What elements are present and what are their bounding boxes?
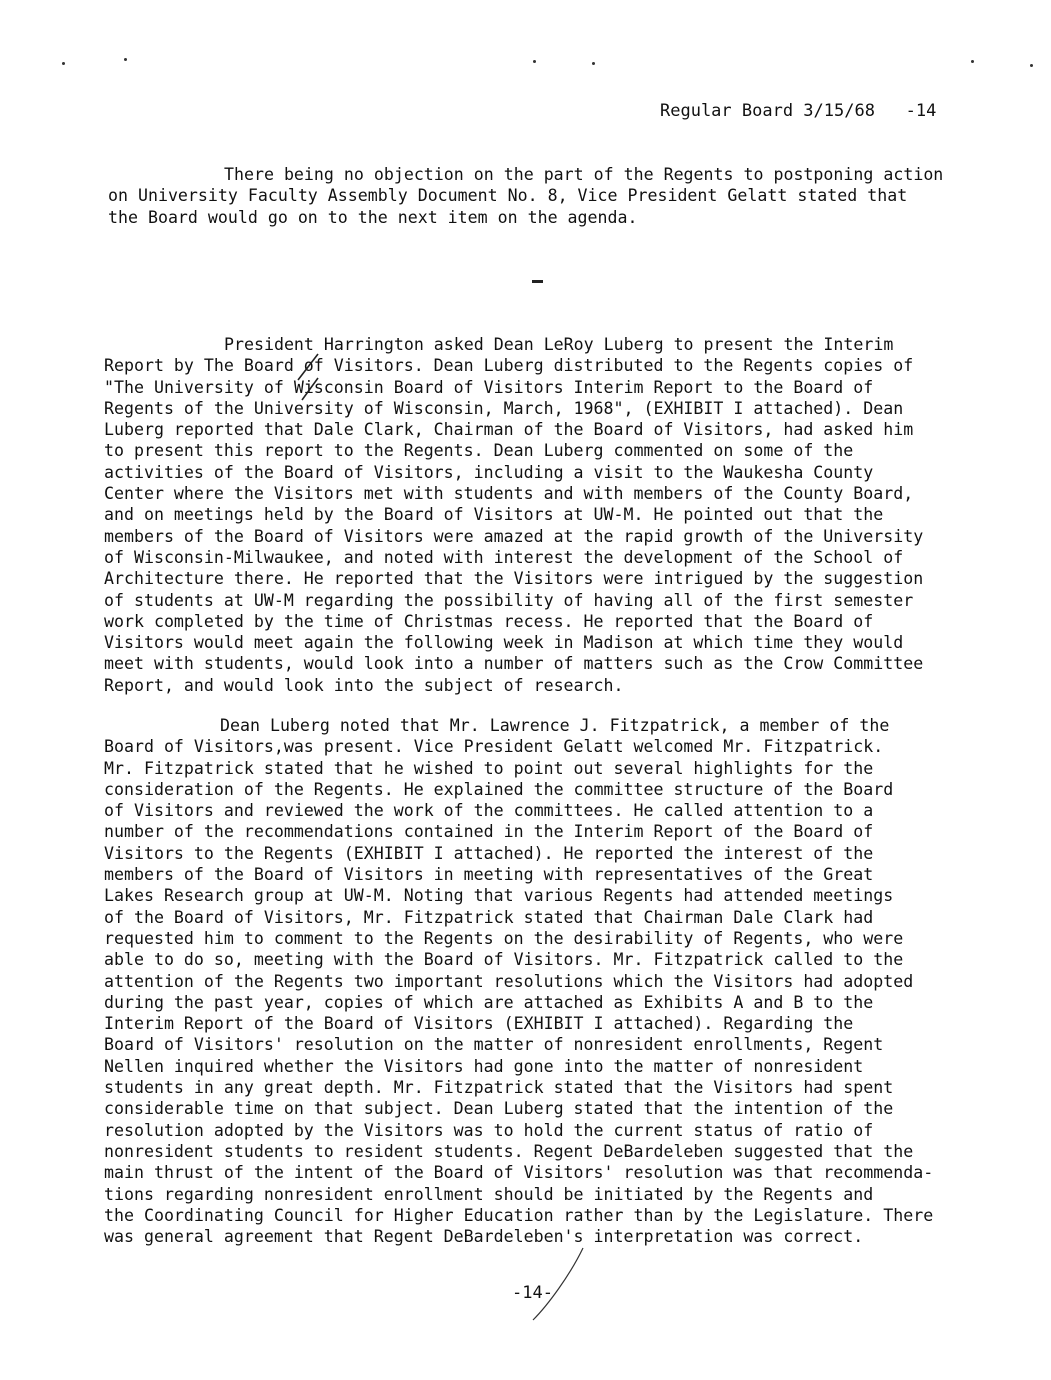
text-line: Dean Luberg noted that Mr. Lawrence J. Fitzpatrick, a member of the xyxy=(220,716,890,735)
text-line: There being no objection on the part of the Regents to postponing action xyxy=(224,165,944,184)
text-line: attention of the Regents two important resolutions which the Visitors had adopted xyxy=(104,971,914,991)
text-line: "The University of Wisconsin Board of Visitors Interim Report to the Board of xyxy=(104,377,874,397)
text-line: Lakes Research group at UW-M. Noting that various Regents had attended meetings xyxy=(104,886,894,906)
text-line: to present this report to the Regents. Dean Luberg commented on some of the xyxy=(104,441,854,461)
text-line: nonresident students to resident students. Regent DeBardeleben suggested that the xyxy=(104,1141,914,1161)
text-line: work completed by the time of Christmas recess. He reported that the Board of xyxy=(104,611,874,631)
text-line: of Wisconsin-Milwaukee, and noted with interest the development of the School of xyxy=(104,547,904,567)
text-line: number of the recommendations contained in the Interim Report of the Board of xyxy=(104,822,874,842)
text-line: members of the Board of Visitors in meeting with representatives of the Great xyxy=(104,865,874,885)
text-line: Board of Visitors,was present. Vice President Gelatt welcomed Mr. Fitzpatrick. xyxy=(104,737,884,757)
text-line: considerable time on that subject. Dean Luberg stated that the intention of the xyxy=(104,1099,894,1119)
text-line: President Harrington asked Dean LeRoy Luberg to present the Interim xyxy=(224,335,894,354)
text-line: consideration of the Regents. He explained the committee structure of the Board xyxy=(104,779,894,799)
text-line: on University Faculty Assembly Document No. 8, Vice President Gelatt stated that xyxy=(108,186,908,206)
pen-stroke xyxy=(302,378,318,400)
text-line: tions regarding nonresident enrollment should be initiated by the Regents and xyxy=(104,1184,874,1204)
text-line: Visitors would meet again the following week in Madison at which time they would xyxy=(104,633,904,653)
text-line: Regents of the University of Wisconsin, March, 1968", (EXHIBIT I attached). Dean xyxy=(104,398,904,418)
text-line: Report by The Board of Visitors. Dean Luberg distributed to the Regents copies of xyxy=(104,356,914,376)
page-number: -14- xyxy=(512,1283,553,1303)
text-line: Mr. Fitzpatrick stated that he wished to point out several highlights for the xyxy=(104,758,874,778)
text-line: Interim Report of the Board of Visitors (EXHIBIT I attached). Regarding the xyxy=(104,1014,854,1034)
text-line: activities of the Board of Visitors, including a visit to the Waukesha County xyxy=(104,462,874,482)
text-line: of the Board of Visitors, Mr. Fitzpatrick stated that Chairman Dale Clark had xyxy=(104,907,874,927)
text-line: Board of Visitors' resolution on the matter of nonresident enrollments, Regent xyxy=(104,1035,884,1055)
text-line: Nellen inquired whether the Visitors had gone into the matter of nonresident xyxy=(104,1056,864,1076)
text-line: and on meetings held by the Board of Visitors at UW-M. He pointed out that the xyxy=(104,505,884,525)
text-line: requested him to comment to the Regents on the desirability of Regents, who were xyxy=(104,928,904,948)
page-reference: -14 xyxy=(905,101,937,121)
text-line: during the past year, copies of which are attached as Exhibits A and B to the xyxy=(104,992,874,1012)
text-line: members of the Board of Visitors were amazed at the rapid growth of the University xyxy=(104,526,924,546)
running-head-title: Regular Board 3/15/68 xyxy=(660,101,875,121)
text-line: the Coordinating Council for Higher Education rather than by the Legislature. There xyxy=(104,1205,934,1225)
text-line: Architecture there. He reported that the Visitors were intrigued by the suggestion xyxy=(104,569,924,589)
text-line: able to do so, meeting with the Board of Visitors. Mr. Fitzpatrick called to the xyxy=(104,950,904,970)
text-line: Report, and would look into the subject of research. xyxy=(104,675,624,695)
text-line: Center where the Visitors met with students and with members of the County Board, xyxy=(104,484,914,504)
text-line: meet with students, would look into a number of matters such as the Crow Committee xyxy=(104,654,924,674)
text-line: Visitors to the Regents (EXHIBIT I attached). He reported the interest of the xyxy=(104,843,874,863)
text-line: resolution adopted by the Visitors was to hold the current status of ratio of xyxy=(104,1120,874,1140)
pen-stroke xyxy=(298,354,318,380)
text-line: main thrust of the intent of the Board of Visitors' resolution was that recommenda- xyxy=(104,1163,934,1183)
text-line: Luberg reported that Dale Clark, Chairman of the Board of Visitors, had asked him xyxy=(104,420,914,440)
text-line: was general agreement that Regent DeBardeleben's interpretation was correct. xyxy=(104,1227,864,1247)
text-line: the Board would go on to the next item on the agenda. xyxy=(108,207,638,227)
text-line: students in any great depth. Mr. Fitzpatrick stated that the Visitors had spent xyxy=(104,1078,894,1098)
text-line: of Visitors and reviewed the work of the committees. He called attention to a xyxy=(104,801,874,821)
text-line: of students at UW-M regarding the possibility of having all of the first semester xyxy=(104,590,914,610)
